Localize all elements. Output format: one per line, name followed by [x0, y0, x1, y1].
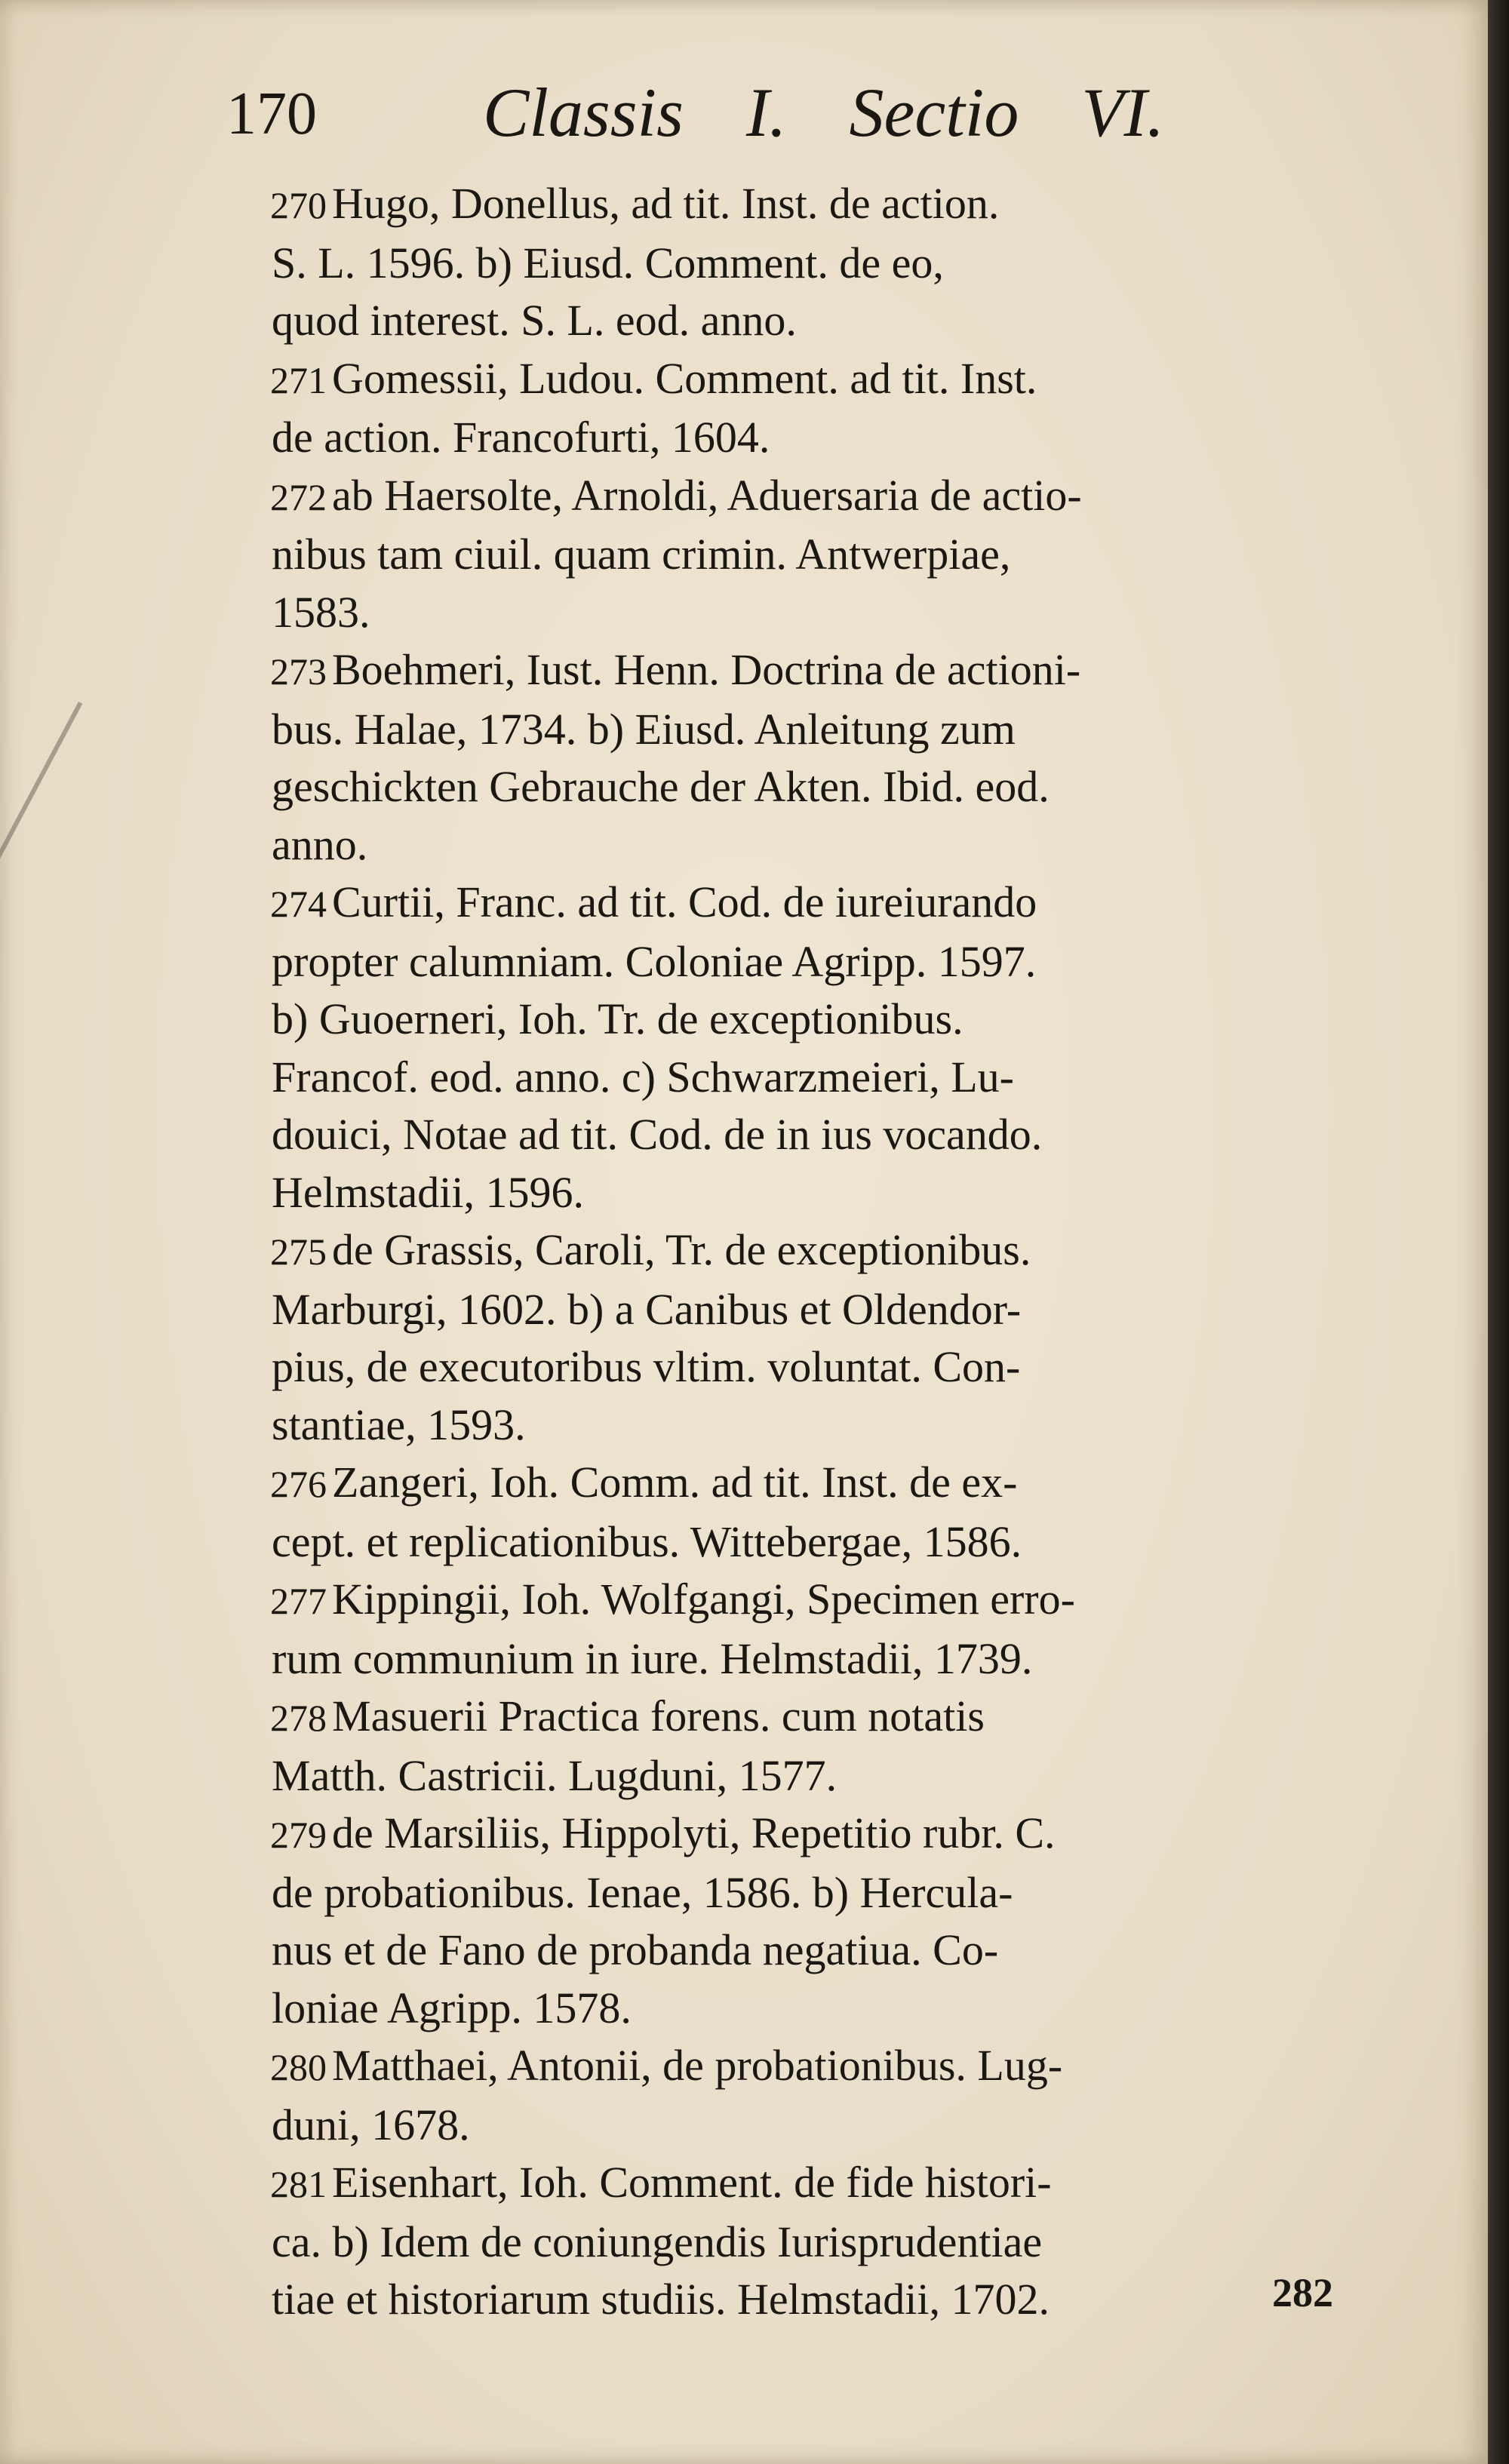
entry-line [272, 2097, 1349, 2155]
entry-line [272, 1922, 1349, 1980]
entry-text: Curtii, Franc. ad tit. Cod. de iureiurando [332, 877, 1037, 926]
page-header [226, 72, 1358, 155]
entry-number: 281 [270, 2163, 327, 2205]
entry-text: loniae Agripp. 1578. [272, 1983, 632, 2032]
entry-line [272, 175, 1349, 235]
entry-text: bus. Halae, 1734. b) Eiusd. Anleitung zum [272, 704, 1016, 754]
entry-line [272, 1513, 1349, 1571]
page-number: 170 [226, 81, 317, 147]
entry-line [272, 2037, 1349, 2097]
entry-text: duni, 1678. [272, 2100, 470, 2149]
entry-text: pius, de executoribus vltim. voluntat. Con- [272, 1342, 1021, 1391]
entry-text: douici, Notae ad tit. Cod. de in ius vocando. [272, 1110, 1043, 1159]
book-gutter-edge [1488, 0, 1509, 2464]
bibliography-entry [272, 874, 1349, 1221]
entry-text: Gomessii, Ludou. Comment. ad tit. Inst. [332, 353, 1037, 403]
entry-number: 273 [270, 650, 327, 693]
entry-text: nus et de Fano de probanda negatiua. Co- [272, 1925, 999, 1974]
entry-text: geschickten Gebrauche der Akten. Ibid. eod. [272, 762, 1050, 811]
entry-line [272, 991, 1349, 1049]
entry-line [272, 235, 1349, 293]
entry-line [272, 2154, 1349, 2214]
entry-line [272, 933, 1349, 991]
entry-line [272, 1221, 1349, 1281]
entry-line [272, 1454, 1349, 1513]
entry-number: 271 [270, 358, 327, 401]
entry-number: 277 [270, 1580, 327, 1622]
entry-line [272, 1049, 1349, 1107]
entry-text: de Marsiliis, Hippolyti, Repetitio rubr. C. [332, 1808, 1056, 1857]
entry-line [272, 701, 1349, 759]
bibliography-entry [272, 1688, 1349, 1805]
entry-number: 272 [270, 475, 327, 518]
entry-line [272, 1688, 1349, 1747]
entry-text: Matth. Castricii. Lugduni, 1577. [272, 1750, 837, 1800]
entry-text: S. L. 1596. b) Eiusd. Comment. de eo, [272, 238, 944, 287]
entry-text: Marburgi, 1602. b) a Canibus et Oldendor- [272, 1284, 1022, 1334]
entry-text: de Grassis, Caroli, Tr. de exceptionibus. [332, 1225, 1031, 1274]
entry-line [272, 1396, 1349, 1455]
entry-line [272, 1805, 1349, 1864]
entry-line [272, 758, 1349, 816]
entry-line [272, 874, 1349, 933]
entry-text: Kippingii, Ioh. Wolfgangi, Specimen erro- [332, 1575, 1075, 1624]
entry-line [272, 1281, 1349, 1339]
entry-text: quod interest. S. L. eod. anno. [272, 296, 797, 345]
entry-text: Hugo, Donellus, ad tit. Inst. de action. [332, 179, 1000, 228]
entry-text: nibus tam ciuil. quam crimin. Antwerpiae, [272, 530, 1011, 579]
entry-line [272, 350, 1349, 410]
entry-text: Francof. eod. anno. c) Schwarzmeieri, Lu- [272, 1052, 1014, 1101]
entry-line [272, 2214, 1349, 2272]
entry-line [272, 641, 1349, 701]
entry-text: 1583. [272, 587, 370, 637]
running-title: Classis I. Sectio VI. [483, 74, 1165, 151]
bibliography-entry [272, 641, 1349, 874]
bibliography-entry [272, 1805, 1349, 2037]
entry-number: 279 [270, 1814, 327, 1856]
entry-line [272, 816, 1349, 874]
entry-text: anno. [272, 819, 368, 869]
bibliography-entry [272, 1571, 1349, 1688]
entry-line [272, 292, 1349, 350]
entry-line [272, 1980, 1349, 2038]
bibliography-entry [272, 467, 1349, 642]
entry-line [272, 1338, 1349, 1396]
entry-number: 278 [270, 1697, 327, 1739]
entry-text: cept. et replicationibus. Wittebergae, 1586. [272, 1516, 1022, 1566]
catchword: 282 [1272, 2270, 1333, 2315]
entry-text: tiae et historiarum studiis. Helmstadii, 1702. [272, 2275, 1050, 2324]
entry-line [272, 526, 1349, 584]
bibliography-entry [272, 2154, 1349, 2329]
margin-scratch [0, 702, 82, 917]
entry-text: Helmstadii, 1596. [272, 1167, 585, 1217]
entry-text: stantiae, 1593. [272, 1399, 526, 1449]
entry-number: 276 [270, 1463, 327, 1505]
entry-line [272, 2271, 1349, 2329]
entry-line [272, 1164, 1349, 1222]
entry-line [272, 1571, 1349, 1630]
entry-line [272, 409, 1349, 467]
bibliography-entry [272, 1454, 1349, 1571]
entry-text: b) Guoerneri, Ioh. Tr. de exceptionibus. [272, 994, 963, 1043]
bibliography-entry [272, 350, 1349, 467]
entry-text: Matthaei, Antonii, de probationibus. Lug- [332, 2041, 1063, 2090]
entry-number: 280 [270, 2046, 327, 2088]
entry-text: Masuerii Practica forens. cum notatis [332, 1691, 985, 1740]
entry-line [272, 1630, 1349, 1688]
entry-text: Boehmeri, Iust. Henn. Doctrina de actioni- [332, 645, 1081, 694]
entry-line [272, 584, 1349, 642]
entry-text: rum communium in iure. Helmstadii, 1739. [272, 1633, 1033, 1683]
entry-line [272, 1106, 1349, 1164]
entry-text: Zangeri, Ioh. Comm. ad tit. Inst. de ex- [332, 1458, 1018, 1507]
entry-text: ab Haersolte, Arnoldi, Aduersaria de actio- [332, 470, 1082, 520]
entry-number: 274 [270, 883, 327, 925]
entry-text: de probationibus. Ienae, 1586. b) Hercula- [272, 1867, 1013, 1917]
entry-number: 275 [270, 1230, 327, 1273]
entry-line [272, 1747, 1349, 1805]
entry-text: propter calumniam. Coloniae Agripp. 1597. [272, 936, 1037, 986]
bibliography-list [272, 175, 1349, 2329]
entry-line [272, 1864, 1349, 1922]
bibliography-entry [272, 2037, 1349, 2154]
entry-text: ca. b) Idem de coniungendis Iurisprudentiae [272, 2217, 1043, 2266]
entry-line [272, 467, 1349, 527]
entry-text: Eisenhart, Ioh. Comment. de fide histori- [332, 2158, 1052, 2207]
bibliography-entry [272, 1221, 1349, 1454]
entry-text: de action. Francofurti, 1604. [272, 413, 770, 462]
entry-number: 270 [270, 184, 327, 226]
bibliography-entry [272, 175, 1349, 350]
